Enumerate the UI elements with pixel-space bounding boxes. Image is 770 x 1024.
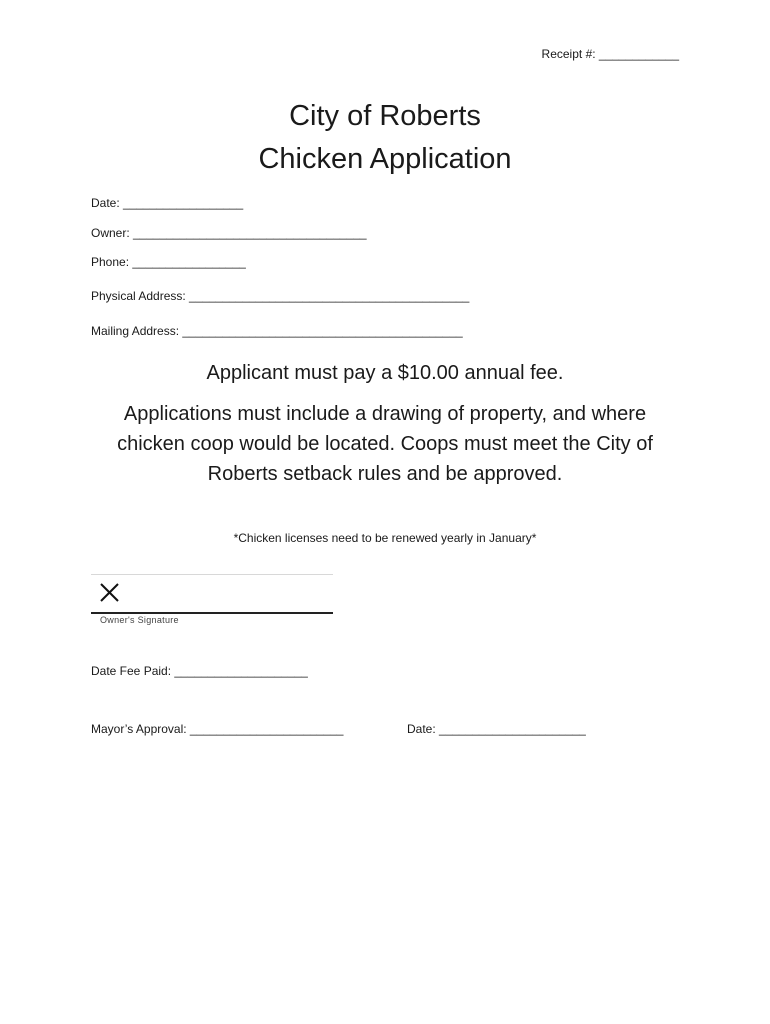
fee-notice: Applicant must pay a $10.00 annual fee. — [206, 362, 564, 384]
mayor-approval-field[interactable]: Mayor’s Approval: _______________________ — [91, 722, 344, 736]
x-mark-icon — [98, 580, 122, 604]
renewal-notice: *Chicken licenses need to be renewed yearly in January* — [233, 531, 537, 545]
owner-signature-line[interactable] — [91, 612, 333, 614]
form-title: Chicken Application — [258, 143, 512, 175]
receipt-number-field: Receipt #: ____________ — [541, 47, 679, 61]
signature-box-top-border — [91, 574, 333, 575]
date-fee-paid-field[interactable]: Date Fee Paid: ____________________ — [91, 664, 308, 678]
owner-field[interactable]: Owner: ___________________________________ — [91, 226, 367, 240]
date-field[interactable]: Date: __________________ — [91, 196, 244, 210]
mailing-address-field[interactable]: Mailing Address: __________________________________________ — [91, 324, 463, 338]
city-title: City of Roberts — [289, 100, 481, 132]
owner-signature-caption: Owner's Signature — [100, 615, 179, 625]
physical-address-field[interactable]: Physical Address: __________________________________________ — [91, 289, 470, 303]
drawing-instructions: Applications must include a drawing of property, and where chicken coop would be located. Coops must meet the City of Roberts setback rules and be approved. — [117, 403, 653, 485]
approval-date-field[interactable]: Date: ______________________ — [407, 722, 586, 736]
phone-field[interactable]: Phone: _________________ — [91, 255, 246, 269]
